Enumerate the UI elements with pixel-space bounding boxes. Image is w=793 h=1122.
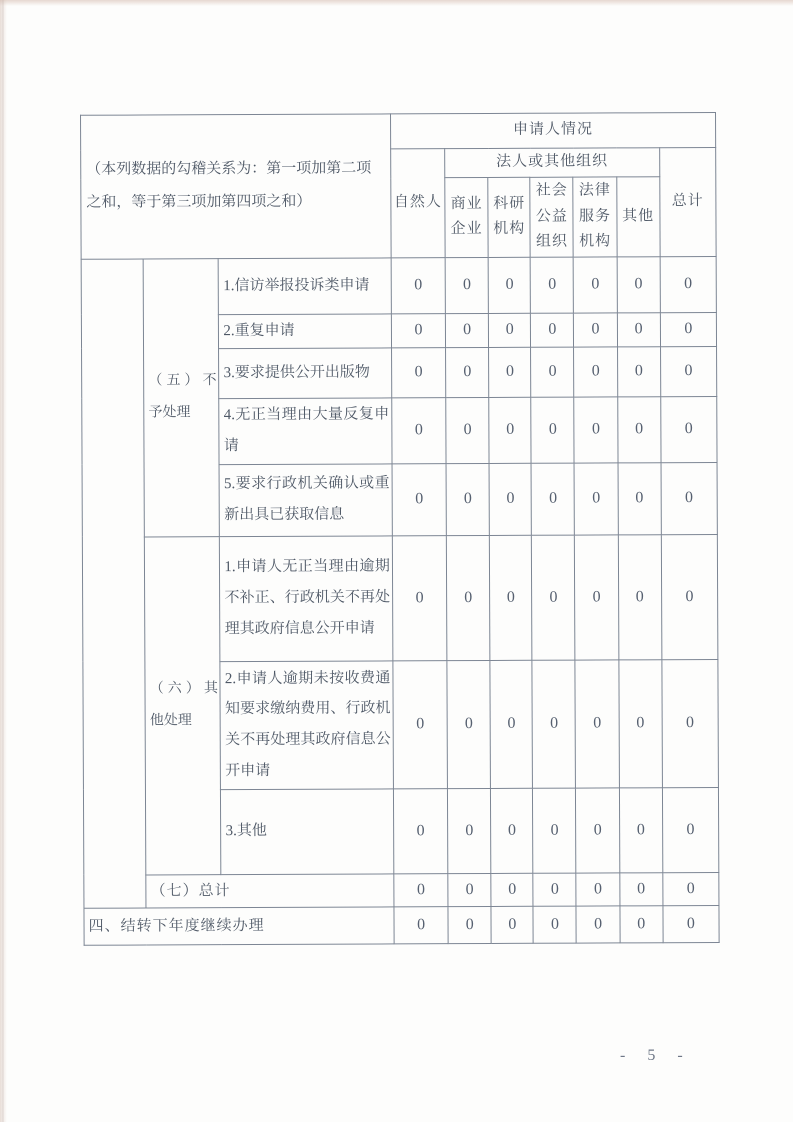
page-number: - 5 - <box>620 1047 692 1064</box>
value-cell: 0 <box>532 535 576 660</box>
value-cell: 0 <box>533 873 576 906</box>
table-row <box>84 905 719 945</box>
group-label: （六）其他处理 <box>145 536 222 874</box>
header-other-org: 其他 <box>616 177 659 257</box>
value-cell: 0 <box>530 257 573 313</box>
value-cell: 0 <box>576 905 619 942</box>
value-cell: 0 <box>576 872 619 905</box>
table-row <box>82 534 718 662</box>
value-cell: 0 <box>488 257 530 313</box>
table-row <box>84 872 719 908</box>
value-cell: 0 <box>391 257 445 313</box>
value-cell: 0 <box>575 659 619 787</box>
value-cell: 0 <box>533 788 576 873</box>
value-cell: 0 <box>391 313 445 347</box>
value-cell: 0 <box>663 872 719 905</box>
row-label: 4.无正当理由大量反复申请 <box>219 397 392 464</box>
header-row-1 <box>81 113 716 151</box>
value-cell: 0 <box>489 347 531 397</box>
value-cell: 0 <box>660 396 717 462</box>
value-cell: 0 <box>448 873 491 906</box>
value-cell: 0 <box>531 347 574 397</box>
value-cell: 0 <box>533 906 576 943</box>
value-cell: 0 <box>490 535 533 660</box>
header-commercial-enterprise: 商业企业 <box>445 177 488 257</box>
value-cell: 0 <box>575 462 618 534</box>
value-cell: 0 <box>574 346 617 396</box>
value-cell: 0 <box>660 312 716 346</box>
value-cell: 0 <box>662 659 719 787</box>
value-cell: 0 <box>446 347 489 397</box>
reconciliation-note: （本列数据的勾稽关系为：第一项加第二项之和，等于第三项加第四项之和） <box>81 114 392 259</box>
value-cell: 0 <box>394 906 448 943</box>
value-cell: 0 <box>574 396 617 462</box>
value-cell: 0 <box>392 535 447 660</box>
value-cell: 0 <box>619 872 662 905</box>
scan-streak <box>2 0 4 1122</box>
value-cell: 0 <box>489 463 531 535</box>
value-cell: 0 <box>617 256 660 312</box>
value-cell: 0 <box>446 535 490 660</box>
value-cell: 0 <box>446 397 489 463</box>
value-cell: 0 <box>394 873 448 906</box>
value-cell: 0 <box>574 312 617 346</box>
value-cell: 0 <box>445 257 488 313</box>
value-cell: 0 <box>620 905 663 942</box>
header-natural-person: 自然人 <box>391 149 446 258</box>
value-cell: 0 <box>618 534 662 659</box>
value-cell: 0 <box>393 788 448 873</box>
value-cell: 0 <box>393 660 448 788</box>
row-label: 3.要求提供公开出版物 <box>219 347 392 398</box>
header-total: 总计 <box>659 148 716 257</box>
value-cell: 0 <box>532 660 576 788</box>
value-cell: 0 <box>491 906 533 943</box>
value-cell: 0 <box>448 906 491 943</box>
request-handling-statistics-table <box>80 112 720 945</box>
header-legal-org-group: 法人或其他组织 <box>445 148 660 178</box>
row-label: 5.要求行政机关确认或重新出具已获取信息 <box>219 463 392 536</box>
row-label: （七）总计 <box>146 873 394 907</box>
value-cell: 0 <box>618 462 661 534</box>
row-label: 四、结转下年度继续办理 <box>84 906 394 944</box>
statistics-table-wrapper <box>80 112 720 945</box>
header-applicant-situation: 申请人情况 <box>390 113 715 149</box>
value-cell: 0 <box>660 256 717 312</box>
value-cell: 0 <box>575 534 619 659</box>
value-cell: 0 <box>531 463 574 535</box>
value-cell: 0 <box>392 463 446 535</box>
value-cell: 0 <box>446 463 489 535</box>
value-cell: 0 <box>617 396 660 462</box>
value-cell: 0 <box>491 788 533 873</box>
value-cell: 0 <box>662 787 719 872</box>
value-cell: 0 <box>618 659 662 787</box>
value-cell: 0 <box>491 873 533 906</box>
table-body <box>81 256 719 945</box>
header-legal-service-org: 法律服务机构 <box>573 177 616 257</box>
value-cell: 0 <box>531 397 574 463</box>
value-cell: 0 <box>445 313 488 347</box>
value-cell: 0 <box>448 788 491 873</box>
value-cell: 0 <box>489 397 531 463</box>
value-cell: 0 <box>619 787 662 872</box>
row-label: 1.信访举报投诉类申请 <box>219 257 392 314</box>
value-cell: 0 <box>576 787 619 872</box>
value-cell: 0 <box>574 256 617 312</box>
value-cell: 0 <box>489 313 531 347</box>
value-cell: 0 <box>531 313 574 347</box>
group-label: （五）不予处理 <box>143 258 219 536</box>
row-label: 2.申请人逾期未按收费通知要求缴纳费用、行政机关不再处理其政府信息公开申请 <box>220 660 393 789</box>
value-cell: 0 <box>660 346 716 396</box>
row-label: 1.申请人无正当理由逾期不补正、行政机关不再处理其政府信息公开申请 <box>220 535 393 661</box>
value-cell: 0 <box>490 660 533 788</box>
value-cell: 0 <box>617 346 660 396</box>
header-research-institution: 科研机构 <box>488 177 530 257</box>
value-cell: 0 <box>392 397 446 463</box>
value-cell: 0 <box>617 312 660 346</box>
value-cell: 0 <box>661 462 718 534</box>
value-cell: 0 <box>663 905 719 942</box>
row-label: 2.重复申请 <box>219 313 392 348</box>
value-cell: 0 <box>391 347 445 397</box>
table-row <box>81 256 716 315</box>
empty-category-cell <box>81 259 146 908</box>
scan-edge-top <box>0 0 793 6</box>
header-social-welfare-org: 社会公益组织 <box>530 177 573 257</box>
value-cell: 0 <box>447 660 491 788</box>
value-cell: 0 <box>661 534 718 659</box>
row-label: 3.其他 <box>221 788 394 874</box>
